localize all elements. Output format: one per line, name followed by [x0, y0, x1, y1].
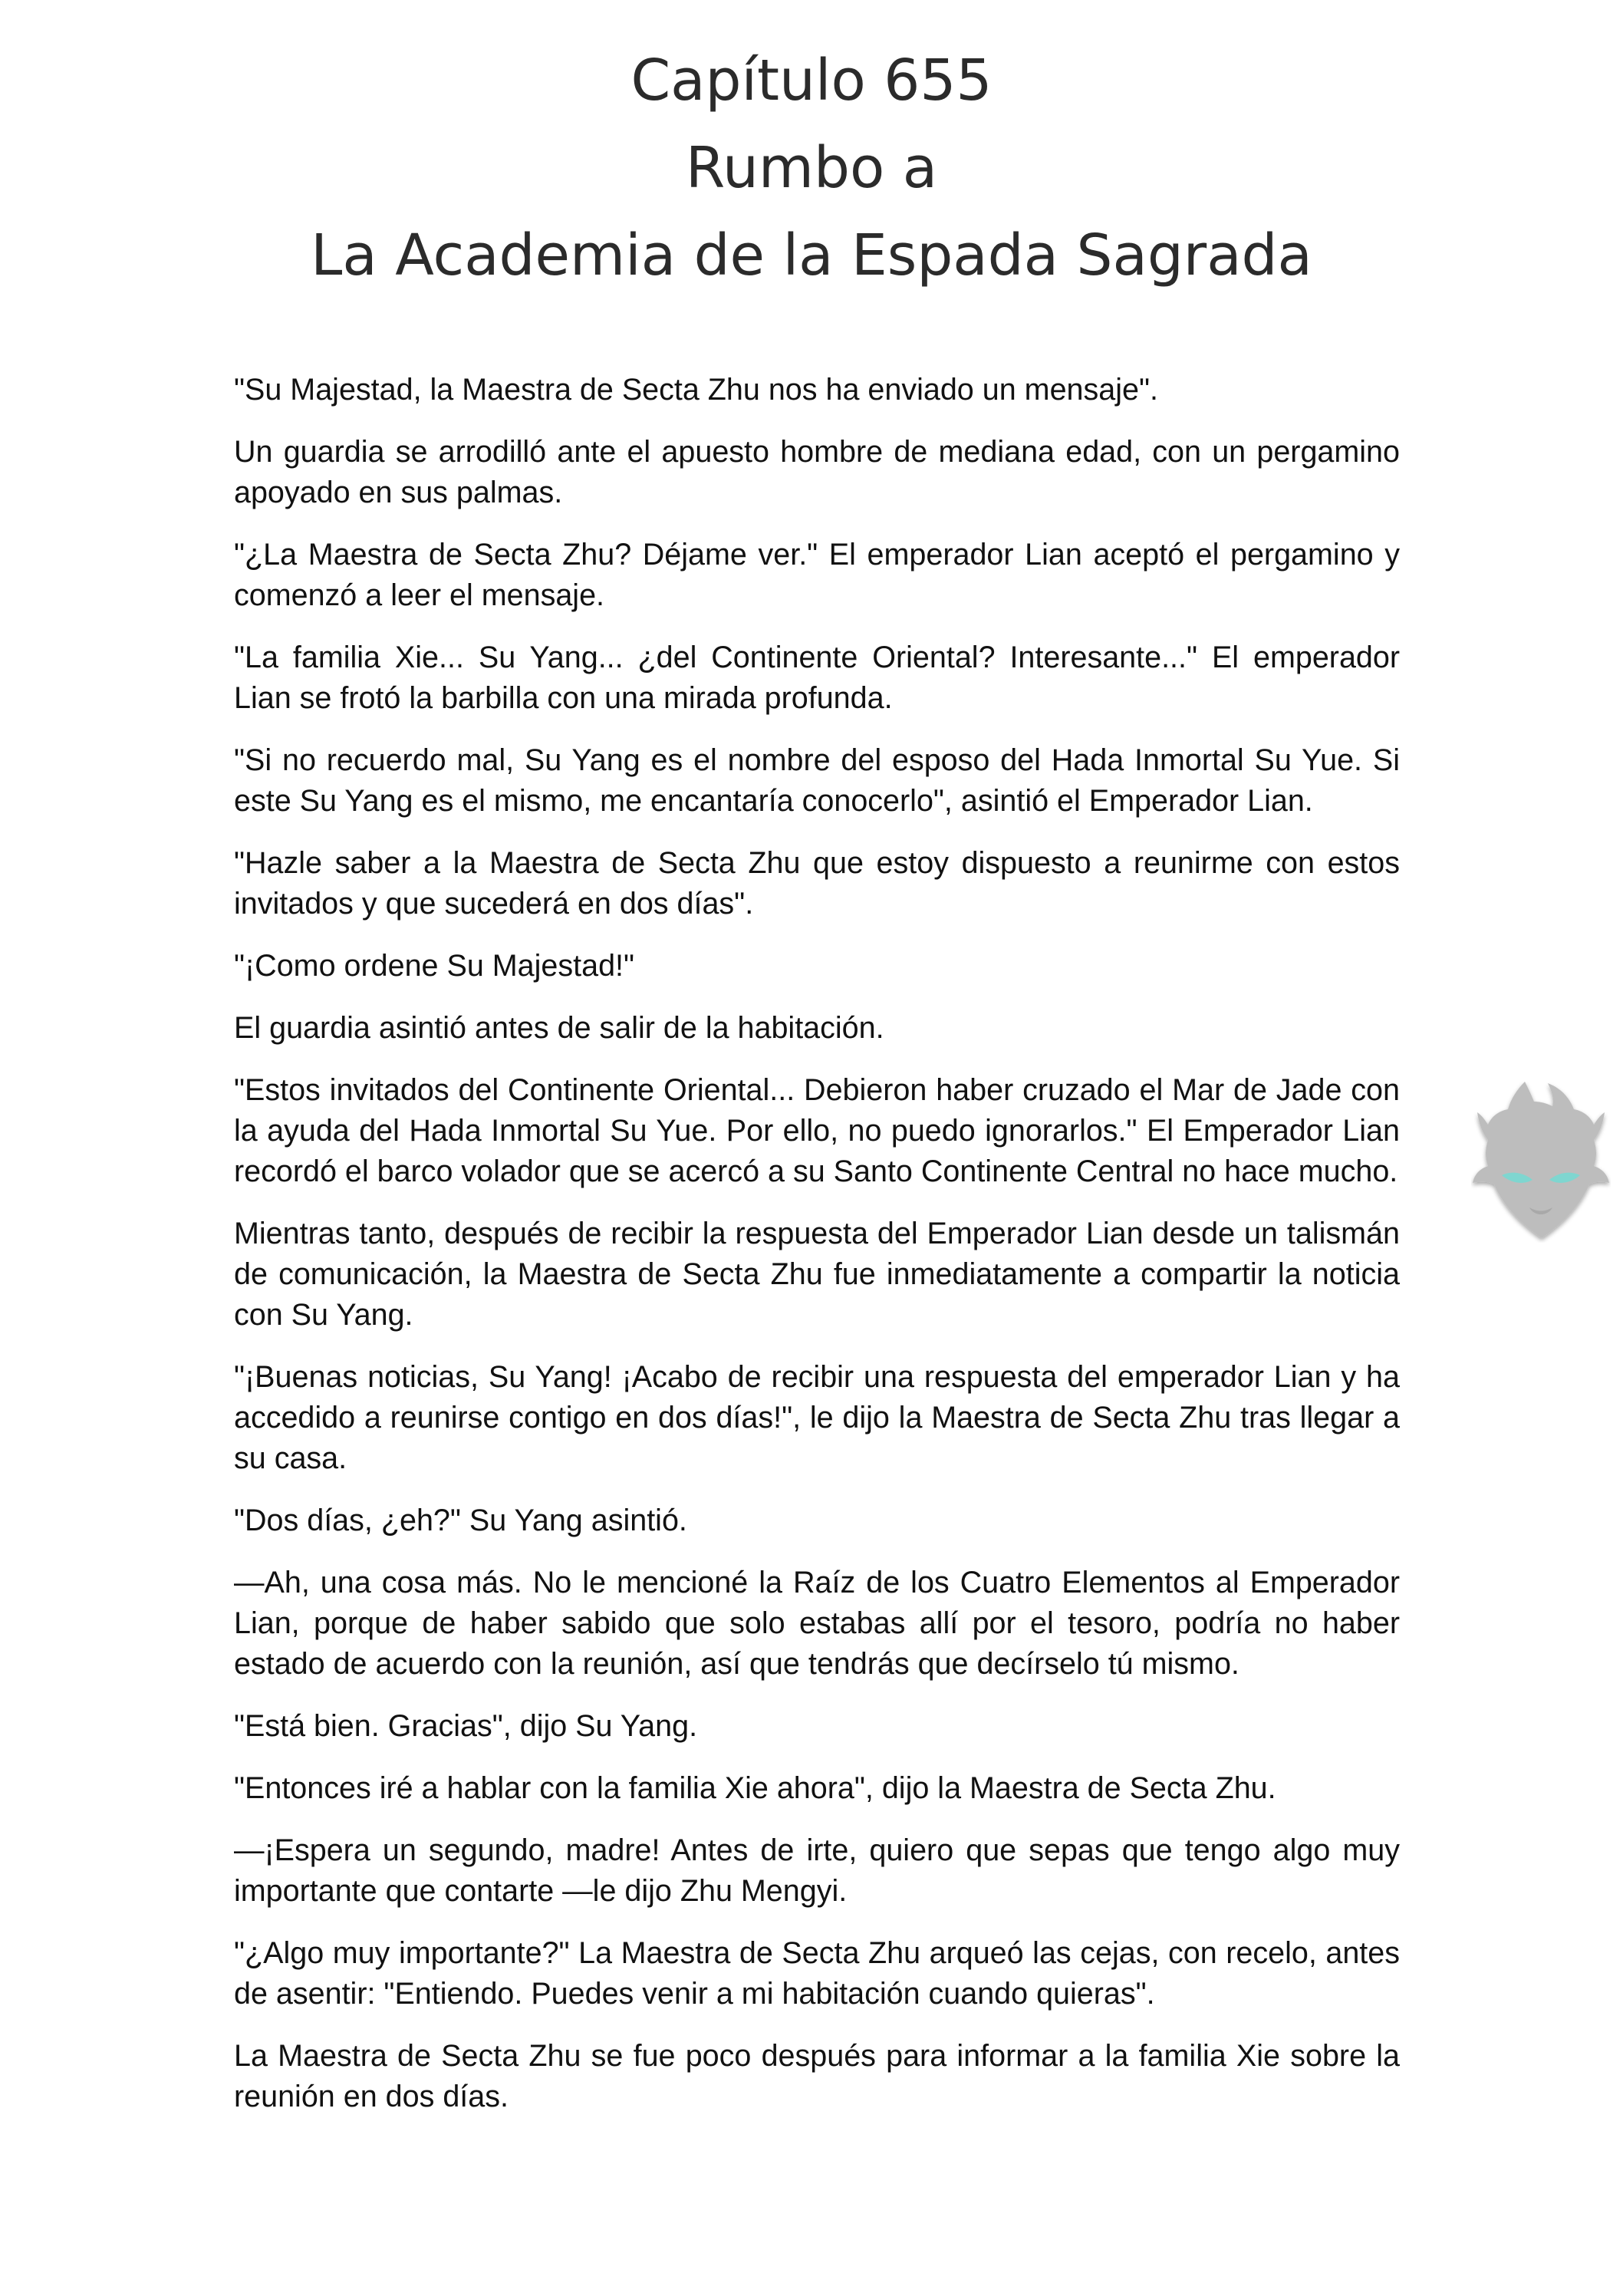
paragraph: "Está bien. Gracias", dijo Su Yang. [234, 1709, 698, 1743]
paragraph: "¿La Maestra de Secta Zhu? Déjame ver." El emperador Lian aceptó el pergamino y comenzó a leer el mensaje. [234, 538, 1400, 612]
paragraph: "Dos días, ¿eh?" Su Yang asintió. [234, 1504, 687, 1537]
paragraph: —¡Espera un segundo, madre! Antes de irte, quiero que sepas que tengo algo muy importante que contarte —le dijo Zhu Mengyi. [234, 1833, 1400, 1908]
paragraph: "Hazle saber a la Maestra de Secta Zhu que estoy dispuesto a reunirme con estos invitados y que sucederá en dos días". [234, 846, 1400, 921]
chapter-subtitle-line2: La Academia de la Espada Sagrada [311, 222, 1312, 288]
chapter-subtitle-line1: Rumbo a [685, 135, 938, 201]
paragraph: Un guardia se arrodilló ante el apuesto hombre de mediana edad, con un pergamino apoyado en sus palmas. [234, 435, 1400, 509]
paragraph: "Entonces iré a hablar con la familia Xie ahora", dijo la Maestra de Secta Zhu. [234, 1771, 1276, 1805]
paragraph: "¿Algo muy importante?" La Maestra de Secta Zhu arqueó las cejas, con recelo, antes de asentir: "Entiendo. Puedes venir a mi habitación cuando quieras". [234, 1936, 1400, 2011]
chapter-title [0, 37, 1623, 299]
paragraph: "¡Como ordene Su Majestad!" [234, 949, 635, 983]
chapter-number: Capítulo 655 [630, 48, 993, 114]
paragraph: "¡Buenas noticias, Su Yang! ¡Acabo de recibir una respuesta del emperador Lian y ha accedido a reunirse contigo en dos días!", le dijo la Maestra de Secta Zhu tras llegar a su casa. [234, 1360, 1400, 1475]
chapter-body [234, 370, 1400, 2139]
paragraph: "La familia Xie... Su Yang... ¿del Continente Oriental? Interesante..." El emperador Lian se frotó la barbilla con una mirada profunda. [234, 641, 1400, 715]
paragraph: —Ah, una cosa más. No le mencioné la Raíz de los Cuatro Elementos al Emperador Lian, porque de haber sabido que solo estabas allí por el tesoro, podría no haber estado de acuerdo con la reunión, así que tendrás que decírselo tú mismo. [234, 1566, 1400, 1681]
paragraph: El guardia asintió antes de salir de la habitación. [234, 1011, 884, 1045]
paragraph: "Estos invitados del Continente Oriental... Debieron haber cruzado el Mar de Jade con la ayuda del Hada Inmortal Su Yue. Por ello, no puedo ignorarlos." El Emperador Lian recordó el barco volador que se acercó a su Santo Continente Central no hace mucho. [234, 1073, 1400, 1188]
paragraph: La Maestra de Secta Zhu se fue poco después para informar a la familia Xie sobre la reunión en dos días. [234, 2039, 1400, 2113]
paragraph: "Su Majestad, la Maestra de Secta Zhu nos ha enviado un mensaje". [234, 373, 1158, 407]
paragraph: "Si no recuerdo mal, Su Yang es el nombre del esposo del Hada Inmortal Su Yue. Si este Su Yang es el mismo, me encantaría conocerlo", asintió el Emperador Lian. [234, 743, 1400, 818]
paragraph: Mientras tanto, después de recibir la respuesta del Emperador Lian desde un talismán de comunicación, la Maestra de Secta Zhu fue inmediatamente a compartir la noticia con Su Yang. [234, 1217, 1400, 1332]
demon-head-logo-icon [1471, 1076, 1611, 1243]
